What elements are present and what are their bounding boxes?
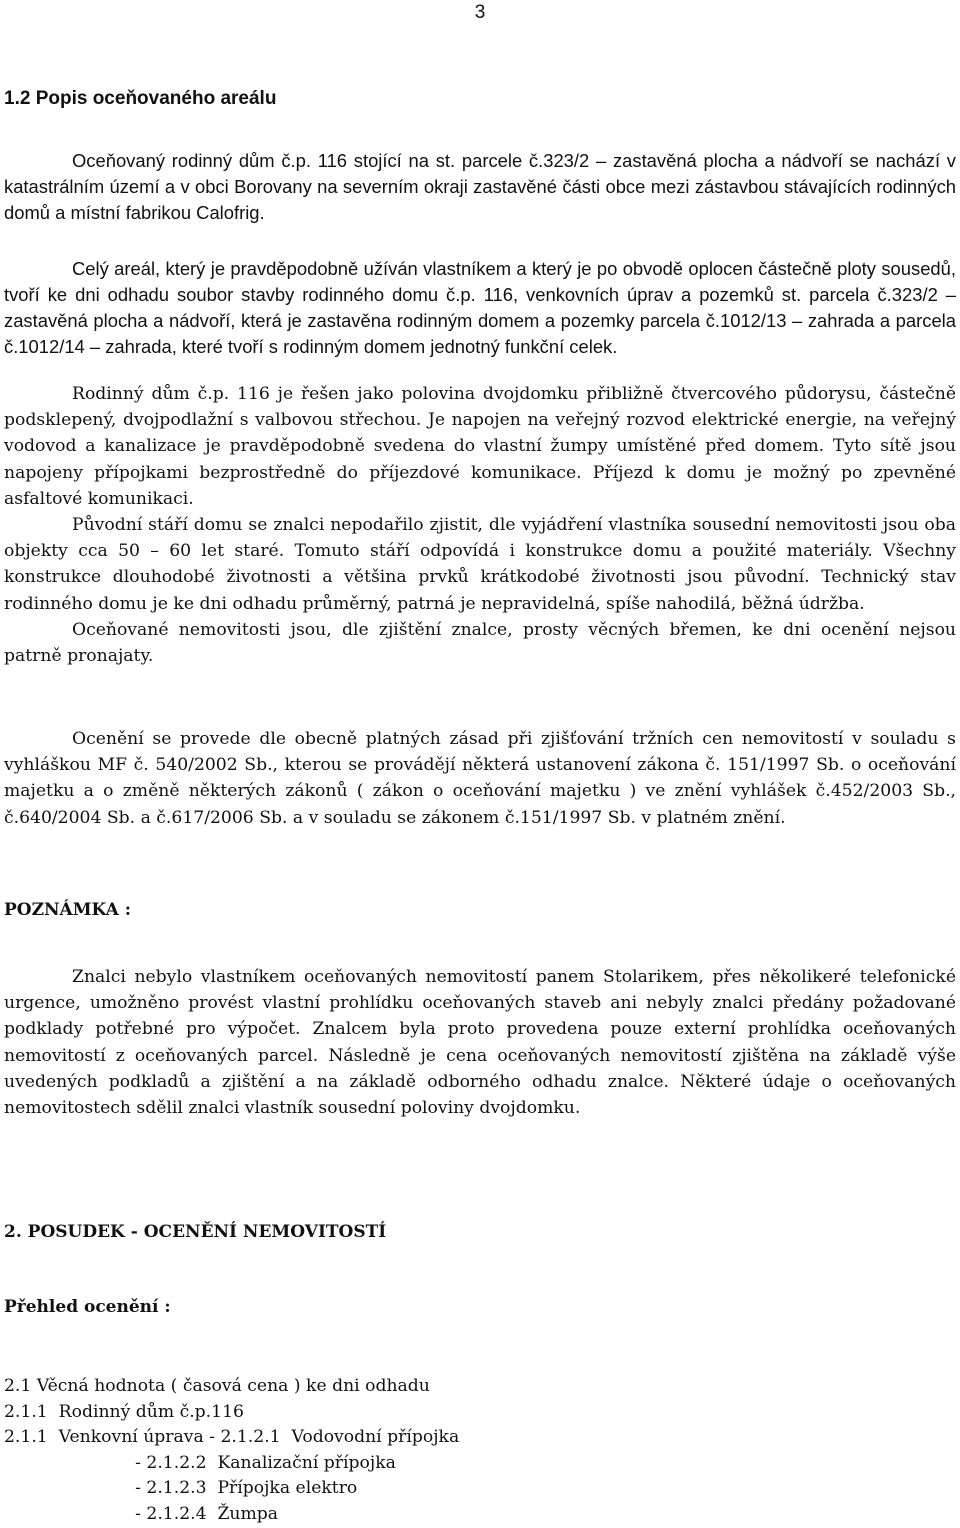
overview-heading: Přehled ocenění : bbox=[4, 1297, 171, 1317]
section2-heading: 2. POSUDEK - OCENĚNÍ NEMOVITOSTÍ bbox=[4, 1222, 387, 1242]
intro-paragraph: Oceňovaný rodinný dům č.p. 116 stojící na st. parcele č.323/2 – zastavěná plocha a nádvoří se nachází v katastrálním území a v obci Borovany na severním okraji zastavěné části obce mezi zástavbou stávajících rodinných domů a místní fabrikou Calofrig. bbox=[4, 150, 956, 223]
note-heading: POZNÁMKA : bbox=[4, 900, 132, 920]
overview-line: 2.1.1 Venkovní úprava - 2.1.2.1 Vodovodní přípojka bbox=[4, 1427, 460, 1448]
overview-line: 2.1 Věcná hodnota ( časová cena ) ke dni odhadu bbox=[4, 1376, 430, 1396]
overview-line: - 2.1.2.3 Přípojka elektro bbox=[4, 1478, 358, 1499]
overview-line: - 2.1.2.4 Žumpa bbox=[4, 1503, 279, 1524]
overview-list bbox=[4, 1374, 459, 1528]
house-paragraph: Rodinný dům č.p. 116 je řešen jako polovina dvojdomku přibližně čtvercového půdorysu, částečně podsklepený, dvojpodlažní s valbovou střechou. Je napojen na veřejný rozvod elektrické energie, na veřejný vodovod a kanalizace je pravděpodobně svedena do vlastní žumpy umístěné před domem. Tyto sítě jsou napojeny přípojkami bezprostředně do příjezdové komunikace. Příjezd k domu je možný po zpevněné asfaltové komunikaci. bbox=[4, 384, 956, 509]
overview-line: - 2.1.2.2 Kanalizační přípojka bbox=[4, 1452, 396, 1473]
age-paragraph: Původní stáří domu se znalci nepodařilo zjistit, dle vyjádření vlastníka sousední nemovitosti jsou oba objekty cca 50 – 60 let staré. Tomuto stáří odpovídá i konstrukce domu a použité materiály. Všechny konstrukce dlouhodobé životnosti a většina prvků krátkodobé životnosti jsou původní. Technický stav rodinného domu je ke dni odhadu průměrný, patrná je nepravidelná, spíše nahodilá, běžná údržba. bbox=[4, 515, 956, 614]
note-block bbox=[4, 964, 956, 1121]
intro-block bbox=[4, 148, 956, 226]
building-block bbox=[4, 381, 956, 669]
note-paragraph: Znalci nebylo vlastníkem oceňovaných nemovitostí panem Stolarikem, přes několikeré telefonické urgence, umožněno provést vlastní prohlídku oceňovaných staveb ani nebyly znalci předány požadované podklady potřebné pro výpočet. Znalcem byla proto provedena pouze externí prohlídka oceňovaných nemovitostí z oceňovaných parcel. Následně je cena oceňovaných nemovitostí zjištěna na základě výše uvedených podkladů a zjištění a na základě odborného odhadu znalce. Některé údaje o oceňovaných nemovitostech sdělil znalci vlastník sousední poloviny dvojdomku. bbox=[4, 967, 956, 1119]
overview-line: 2.1.1 Rodinný dům č.p.116 bbox=[4, 1401, 244, 1422]
section-heading: 1.2 Popis oceňovaného areálu bbox=[4, 88, 277, 109]
valuation-basis-paragraph: Ocenění se provede dle obecně platných zásad při zjišťování tržních cen nemovitostí v souladu s vyhláškou MF č. 540/2002 Sb., kterou se provádějí některá ustanovení zákona č. 151/1997 Sb. o oceňování majetku a o změně některých zákonů ( zákon o oceňování majetku ) ve znění vyhlášek č.452/2003 Sb., č.640/2004 Sb. a č.617/2006 Sb. a v souladu se zákonem č.151/1997 Sb. v platném znění. bbox=[4, 729, 956, 828]
page-number: 3 bbox=[474, 2, 486, 23]
description-block bbox=[4, 256, 956, 360]
encumbrance-paragraph: Oceňované nemovitosti jsou, dle zjištění znalce, prosty věcných břemen, ke dni ocenění nejsou patrně pronajaty. bbox=[4, 619, 956, 667]
valuation-basis-block bbox=[4, 726, 956, 831]
area-paragraph: Celý areál, který je pravděpodobně užíván vlastníkem a který je po obvodě oplocen částečně ploty sousedů, tvoří ke dni odhadu soubor stavby rodinného domu č.p. 116, venkovních úprav a pozemků st. parcela č.323/2 – zastavěná plocha a nádvoří, která je zastavěna rodinným domem a pozemky parcela č.1012/13 – zahrada a parcela č.1012/14 – zahrada, které tvoří s rodinným domem jednotný funkční celek. bbox=[4, 258, 956, 357]
